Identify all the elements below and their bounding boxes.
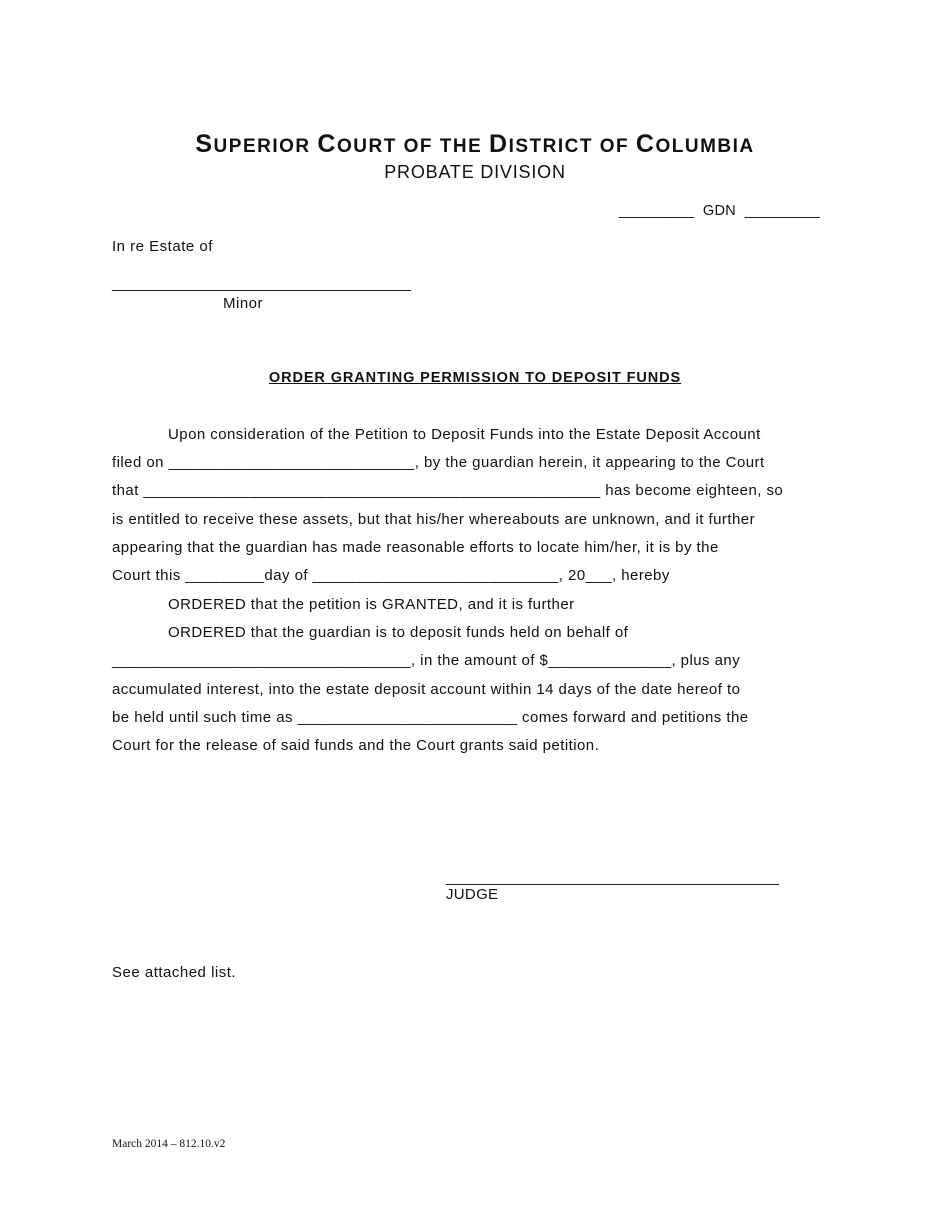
paragraph-line: __________________________________, in the amount of $______________, plus any [112, 652, 741, 669]
paragraph-line: be held until such time as _________________________ comes forward and petitions the [112, 709, 749, 726]
ordered-granted-line: ORDERED that the petition is GRANTED, and it is further [168, 596, 575, 613]
judge-label: JUDGE [446, 886, 499, 903]
paragraph-line: appearing that the guardian has made reasonable efforts to locate him/her, it is by the [112, 539, 719, 556]
paragraph-line: accumulated interest, into the estate deposit account within 14 days of the date hereof to [112, 681, 741, 698]
paragraph-line: Court this _________day of ____________________________, 20___, hereby [112, 567, 670, 584]
division-title: PROBATE DIVISION [384, 162, 566, 182]
case-number-field[interactable]: _________ GDN _________ [619, 203, 820, 219]
paragraph-line: Court for the release of said funds and the Court grants said petition. [112, 737, 600, 754]
paragraph-line: that ____________________________________________________ has become eighteen, so [112, 482, 784, 499]
paragraph-line: filed on ____________________________, by the guardian herein, it appearing to the Court [112, 454, 765, 471]
form-version-footer: March 2014 – 812.10.v2 [112, 1138, 226, 1150]
paragraph-line: Upon consideration of the Petition to Deposit Funds into the Estate Deposit Account [168, 426, 761, 443]
minor-label: Minor [223, 295, 264, 312]
judge-signature-line[interactable]: _______________________________________ [446, 869, 780, 886]
paragraph-line: is entitled to receive these assets, but that his/her whereabouts are unknown, and it further [112, 511, 756, 528]
attachment-note: See attached list. [112, 964, 237, 981]
order-title: ORDER GRANTING PERMISSION TO DEPOSIT FUNDS [268, 370, 682, 386]
minor-name-line[interactable]: ___________________________________ [112, 275, 411, 292]
in-re-label: In re Estate of [112, 238, 213, 255]
court-title: SUPERIOR COURT OF THE DISTRICT OF COLUMBIA [195, 130, 755, 158]
ordered-deposit-line: ORDERED that the guardian is to deposit funds held on behalf of [168, 624, 629, 641]
